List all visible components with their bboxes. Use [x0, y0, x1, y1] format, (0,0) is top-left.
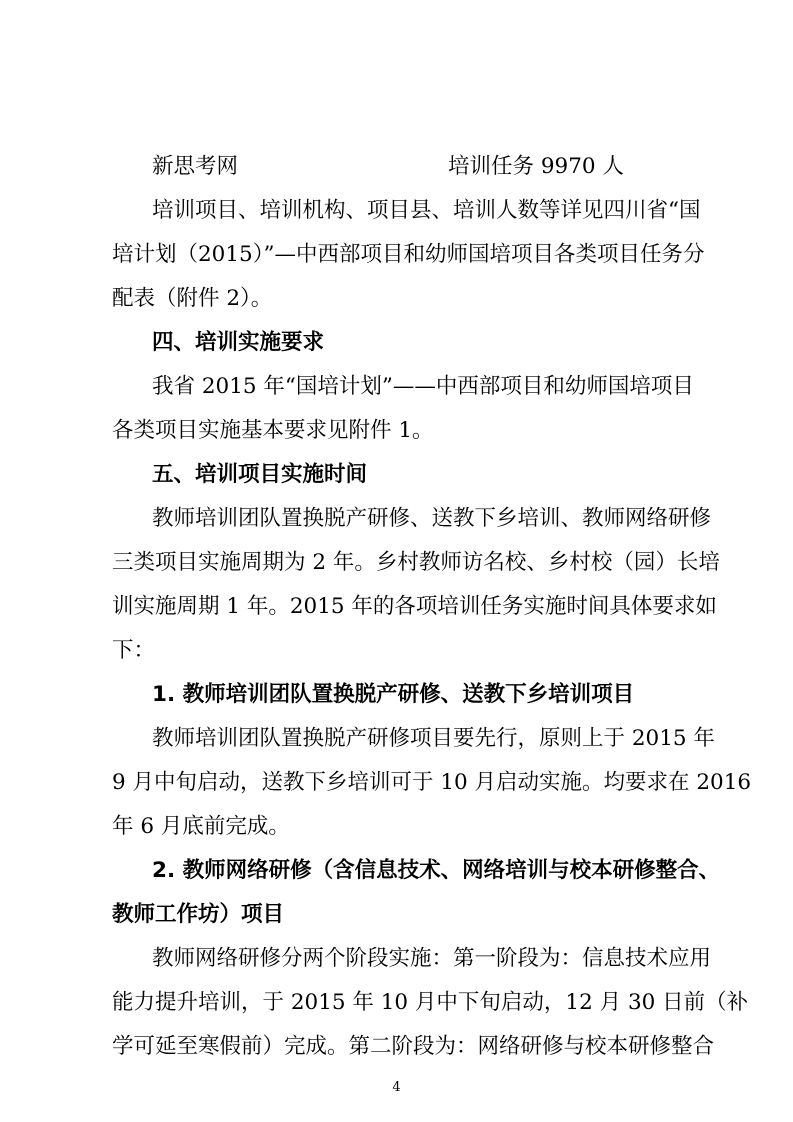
page-number: 4 — [392, 1080, 401, 1095]
paragraph-line: 教师网络研修分两个阶段实施：第一阶段为：信息技术应用 — [152, 946, 712, 971]
paragraph-line: 下： — [112, 638, 156, 663]
subsection-heading: 1. 教师培训团队置换脱产研修、送教下乡培训项目 — [152, 682, 635, 707]
paragraph-line: 我省 2015 年“国培计划”——中西部项目和幼师国培项目 — [152, 374, 694, 399]
subsection-heading: 教师工作坊）项目 — [112, 902, 285, 927]
paragraph-line: 教师培训团队置换脱产研修、送教下乡培训、教师网络研修 — [152, 506, 712, 531]
source-label: 新思考网 — [152, 154, 239, 179]
paragraph-line: 配表（附件 2）。 — [112, 286, 273, 311]
section-heading: 五、培训项目实施时间 — [152, 462, 368, 487]
paragraph-line: 年 6 月底前完成。 — [112, 814, 290, 839]
paragraph-line: 培计划（2015）”—中西部项目和幼师国培项目各类项目任务分 — [112, 242, 705, 267]
training-task-count: 培训任务 9970 人 — [448, 154, 624, 179]
paragraph-line: 各类项目实施基本要求见附件 1。 — [112, 418, 434, 443]
paragraph-line: 三类项目实施周期为 2 年。乡村教师访名校、乡村校（园）长培 — [112, 550, 720, 575]
paragraph-line: 学可延至寒假前）完成。第二阶段为：网络研修与校本研修整合 — [112, 1034, 715, 1059]
paragraph-line: 培训项目、培训机构、项目县、培训人数等详见四川省“国 — [152, 198, 701, 223]
section-heading: 四、培训实施要求 — [152, 330, 325, 355]
paragraph-line: 教师培训团队置换脱产研修项目要先行，原则上于 2015 年 — [152, 726, 715, 751]
paragraph-line: 能力提升培训，于 2015 年 10 月中下旬启动，12 月 30 日前（补 — [112, 990, 749, 1015]
paragraph-line: 训实施周期 1 年。2015 年的各项培训任务实施时间具体要求如 — [112, 594, 717, 619]
subsection-heading: 2. 教师网络研修（含信息技术、网络培训与校本研修整合、 — [152, 858, 721, 883]
paragraph-line: 9 月中旬启动，送教下乡培训可于 10 月启动实施。均要求在 2016 — [112, 770, 752, 795]
